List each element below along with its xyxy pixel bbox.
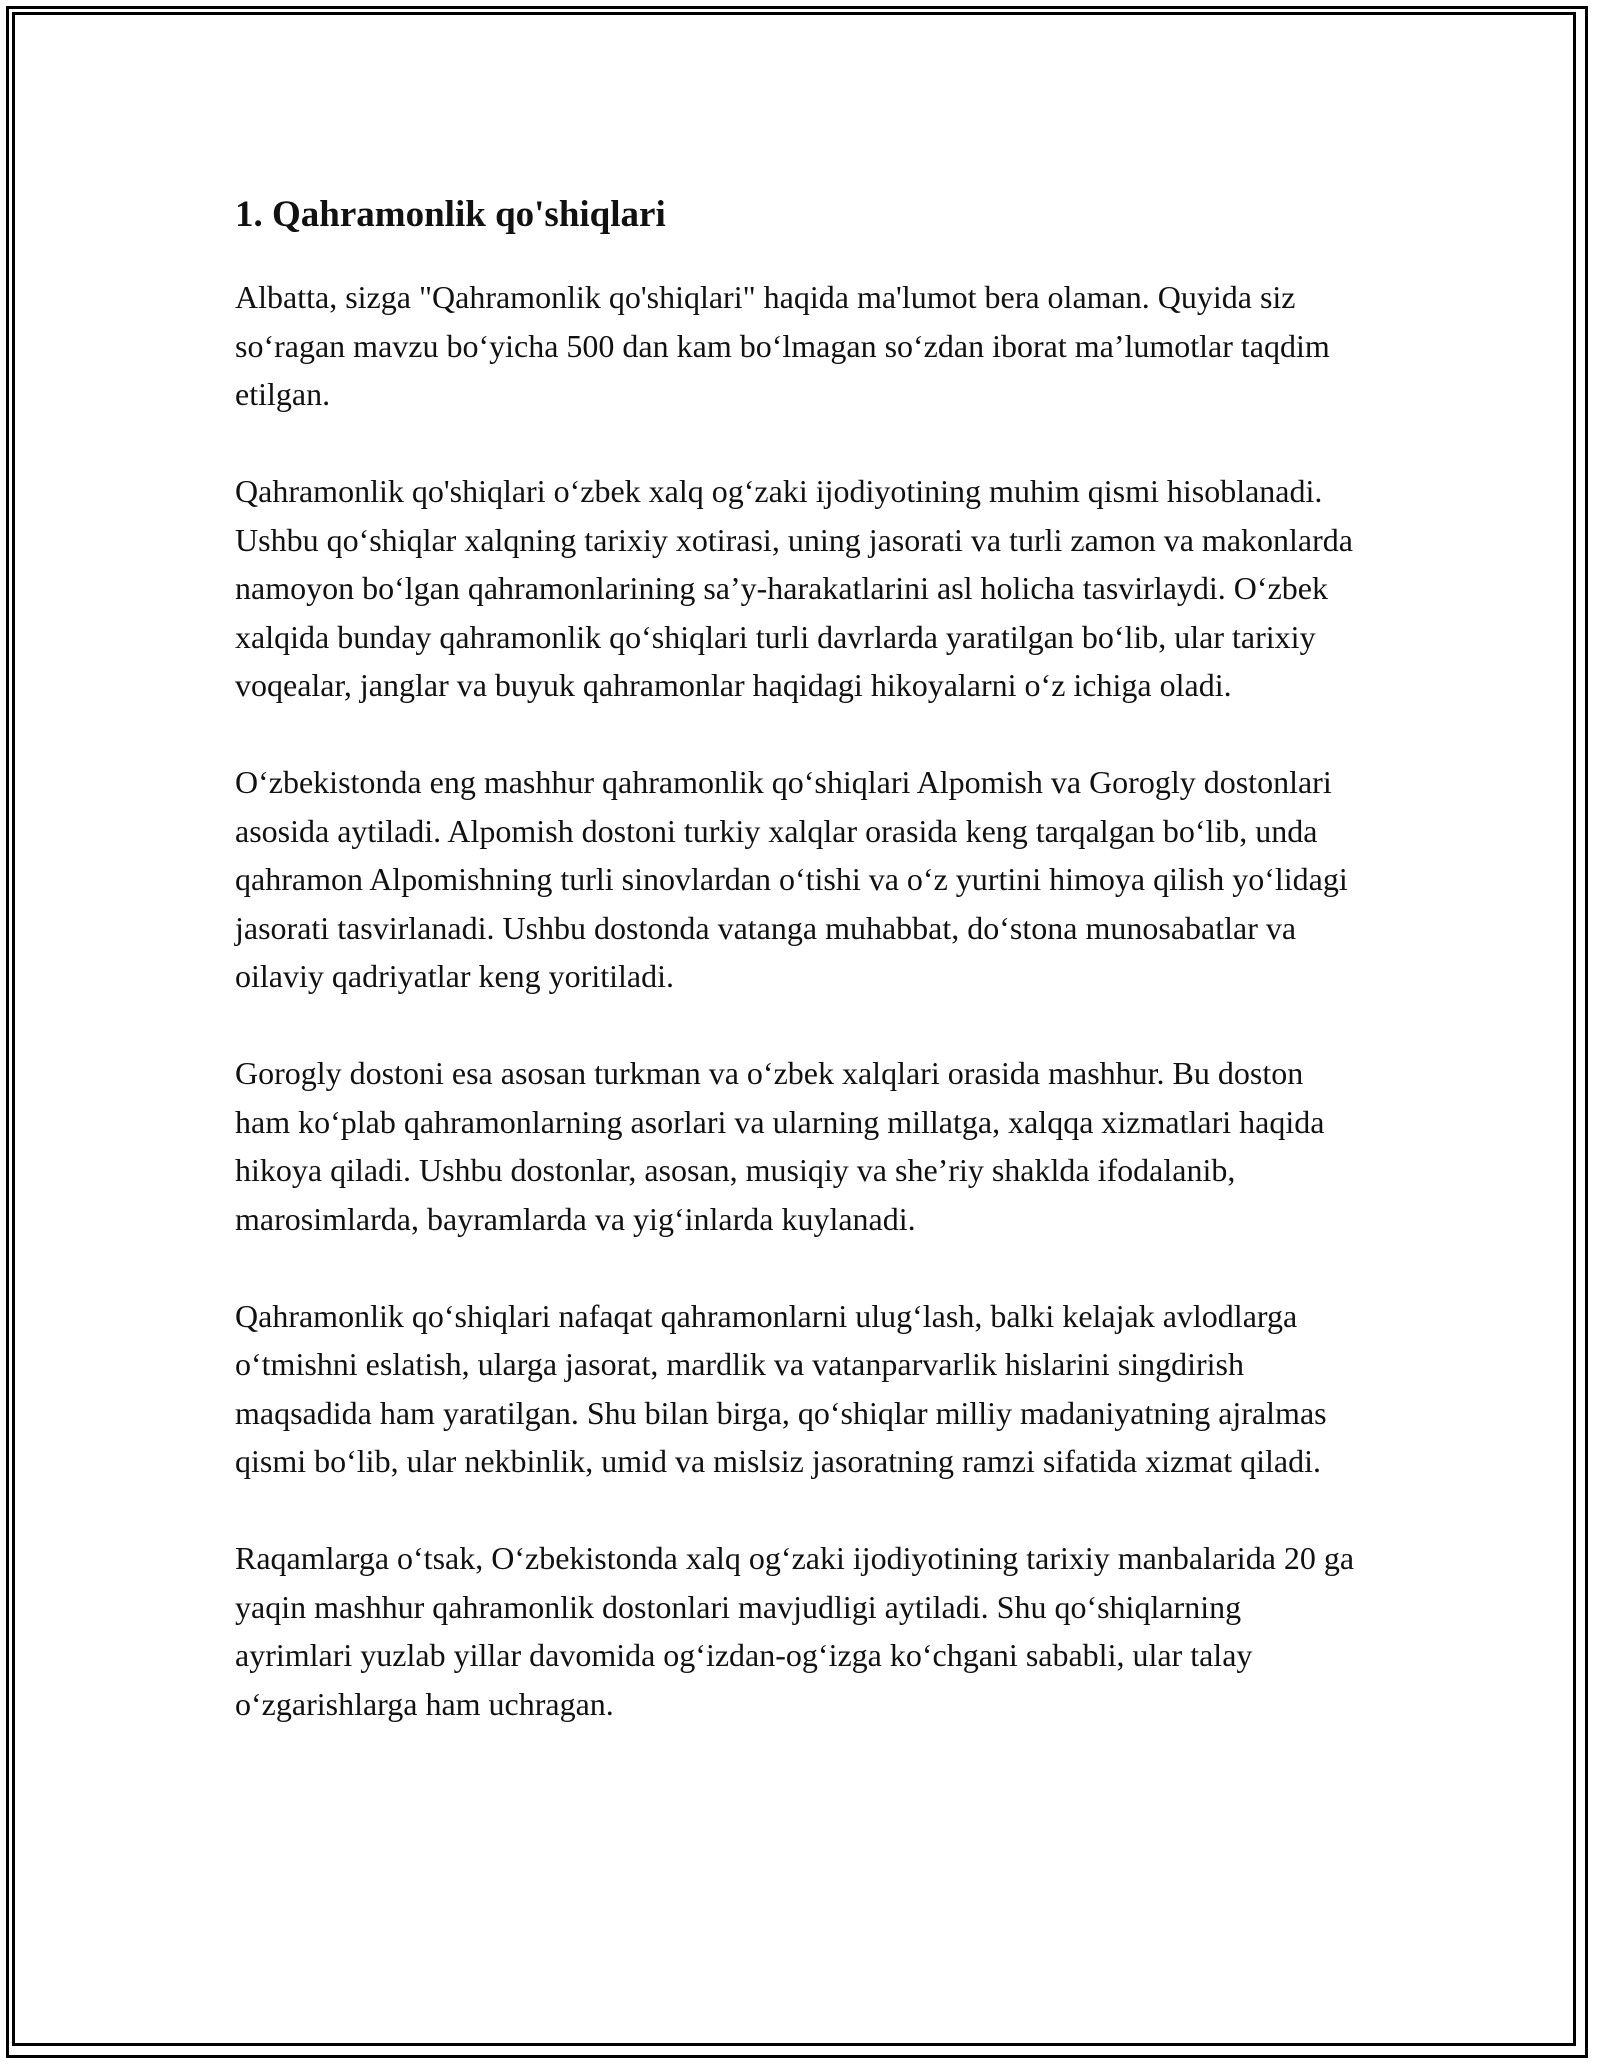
- paragraph-alpomish: O‘zbekistonda eng mashhur qahramonlik qo‘shiqlari Alpomish va Gorogly dostonlari asosida aytiladi. Alpomish dostoni turkiy xalqlar orasida keng tarqalgan bo‘lib, unda qahramon Alpomishning turli sinovlardan o‘tishi va o‘z yurtini himoya qilish yo‘lidagi jasorati tasvirlanadi. Ushbu dostonda vatanga muhabbat, do‘stona munosabatlar va oilaviy qadriyatlar keng yoritiladi.: [235, 764, 1348, 994]
- paragraph-gorogly: Gorogly dostoni esa asosan turkman va o‘zbek xalqlari orasida mashhur. Bu doston ham ko‘plab qahramonlarning asorlari va ularning millatga, xalqqa xizmatlari haqida hikoya qiladi. Ushbu dostonlar, asosan, musiqiy va she’riy shaklda ifodalanib, marosimlarda, bayramlarda va yig‘inlarda kuylanadi.: [235, 1055, 1325, 1237]
- paragraph-intro: Albatta, sizga "Qahramonlik qo'shiqlari" haqida ma'lumot bera olaman. Quyida siz so‘ragan mavzu bo‘yicha 500 dan kam bo‘lmagan so‘zdan iborat ma’lumotlar taqdim etilgan.: [235, 279, 1330, 412]
- paragraph-overview: Qahramonlik qo'shiqlari o‘zbek xalq og‘zaki ijodiyotining muhim qismi hisoblanadi. Ushbu qo‘shiqlar xalqning tarixiy xotirasi, uning jasorati va turli zamon va makonlarda namoyon bo‘lgan qahramonlarining sa’y-harakatlarini asl holicha tasvirlaydi. O‘zbek xalqida bunday qahramonlik qo‘shiqlari turli davrlarda yaratilgan bo‘lib, ular tarixiy voqealar, janglar va buyuk qahramonlar haqidagi hikoyalarni o‘z ichiga oladi.: [235, 473, 1353, 703]
- paragraph-numbers: Raqamlarga o‘tsak, O‘zbekistonda xalq og‘zaki ijodiyotining tarixiy manbalarida 20 ga yaqin mashhur qahramonlik dostonlari mavjudligi aytiladi. Shu qo‘shiqlarning ayrimlari yuzlab yillar davomida og‘izdan-og‘izga ko‘chgani sababli, ular talay o‘zgarishlarga ham uchragan.: [235, 1540, 1355, 1722]
- document-title: 1. Qahramonlik qo'shiqlari: [235, 194, 666, 235]
- paragraph-purpose: Qahramonlik qo‘shiqlari nafaqat qahramonlarni ulug‘lash, balki kelajak avlodlarga o‘tmishni eslatish, ularga jasorat, mardlik va vatanparvarlik hislarini singdirish maqsadida ham yaratilgan. Shu bilan birga, qo‘shiqlar milliy madaniyatning ajralmas qismi bo‘lib, ular nekbinlik, umid va mislsiz jasoratning ramzi sifatida xizmat qiladi.: [235, 1297, 1327, 1479]
- document-body: [235, 185, 1365, 1777]
